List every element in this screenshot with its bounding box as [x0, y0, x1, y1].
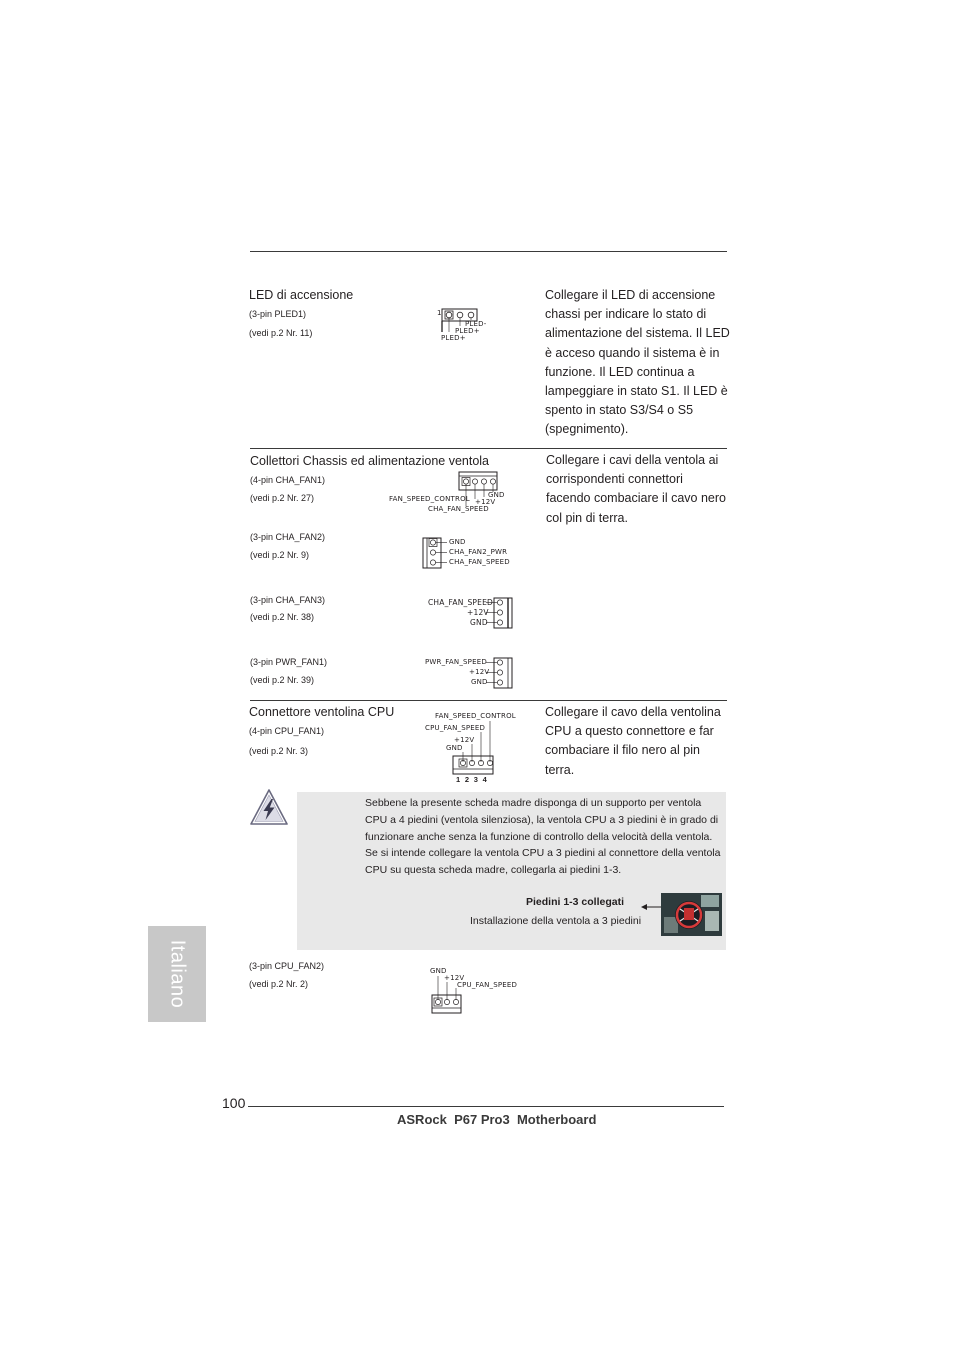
footer-product: ASRock P67 Pro3 Motherboard: [397, 1112, 597, 1127]
cpu-fan-description: Collegare il cavo della ventolina CPU a questo connettore e far combaciare il filo nero al pin terra.: [545, 705, 721, 777]
cpu-fan2-spec: (3-pin CPU_FAN2): [249, 961, 325, 971]
pwr-fan1-12v-label: +12V: [469, 668, 490, 676]
cpu-fan-speed-label: CPU_FAN_SPEED: [425, 724, 486, 732]
cpu-fan2-speed-label: CPU_FAN_SPEED: [457, 981, 518, 989]
pled-plus-label-a: PLED+: [455, 327, 480, 335]
cpu-fan-title: Connettore ventolina CPU: [249, 705, 395, 719]
pwr-fan1-gnd-label: GND: [471, 678, 488, 686]
cpu-fan2-12v-label: +12V: [444, 974, 465, 982]
cha-fan2-speed-label: CHA_FAN_SPEED: [449, 558, 510, 566]
page-number: 100: [222, 1095, 246, 1111]
cha-fan1-speed-label: CHA_FAN_SPEED: [428, 505, 489, 513]
power-led-spec: (3-pin PLED1): [249, 309, 307, 319]
cha-fan2-gnd-label: GND: [449, 538, 466, 546]
cpu-fan-connector-diagram: [449, 718, 495, 776]
chassis-fan-description: Collegare i cavi della ventola ai corrispondenti connettori facendo combaciare il cavo nero col pin di terra.: [546, 453, 726, 525]
cha-fan1-spec: (4-pin CHA_FAN1): [250, 475, 326, 485]
fan-install-photo: [661, 893, 722, 936]
cha-fan1-gnd-label: GND: [488, 491, 505, 499]
footer-rule: [248, 1106, 724, 1107]
cha-fan1-12v-label: +12V: [475, 498, 496, 506]
cpu-fan-control-label: FAN_SPEED_CONTROL: [435, 712, 516, 720]
cha-fan3-spec: (3-pin CHA_FAN3): [250, 595, 326, 605]
pled-plus-label-b: PLED+: [441, 334, 466, 342]
power-led-title: LED di accensione: [249, 288, 354, 302]
language-side-tab: [148, 926, 206, 1022]
cha-fan2-spec: (3-pin CHA_FAN2): [250, 532, 326, 542]
cha-fan2-pwr-label: CHA_FAN2_PWR: [449, 548, 508, 556]
cha-fan3-speed-label: CHA_FAN_SPEED: [428, 598, 494, 607]
cha-fan1-ref: (vedi p.2 Nr. 27): [250, 493, 315, 503]
photo-label: Piedini 1-3 collegati: [526, 896, 625, 908]
power-led-description: Collegare il LED di accensione chassi per indicare lo stato di alimentazione del sistema. Il LED è acceso quando il sistema è in funzione. Il LED continua a lampeggiare in stato S1. Il LED è spento in stato S3/S4 o S5 (spegnimento).: [545, 288, 730, 437]
warning-note-text: Sebbene la presente scheda madre disponga di un supporto per ventola CPU a 4 piedini (ventola silenziosa), la ventola CPU a 3 piedini è in grado di funzionare anche senza la funzione di controllo della velocità della ventola. Se si intende collegare la ventola CPU a 3 piedini al connettore della ventola CPU su questa scheda madre, collegarla ai piedini 1-3.: [365, 797, 721, 877]
pwr-fan1-spec: (3-pin PWR_FAN1): [250, 657, 328, 667]
cha-fan3-ref: (vedi p.2 Nr. 38): [250, 612, 315, 622]
pwr-fan1-ref: (vedi p.2 Nr. 39): [250, 675, 315, 685]
cpu-fan-gnd-label: GND: [446, 744, 463, 752]
language-side-tab-label: Italiano: [166, 939, 189, 1009]
cpu-fan2-connector-diagram: [430, 974, 464, 1016]
power-led-ref: (vedi p.2 Nr. 11): [249, 328, 313, 338]
cha-fan3-12v-label: +12V: [467, 608, 489, 617]
cpu-fan-ref: (vedi p.2 Nr. 3): [249, 746, 309, 756]
cpu-fan-12v-label: +12V: [454, 736, 475, 744]
chassis-fan-title: Collettori Chassis ed alimentazione ventola: [250, 454, 490, 468]
section-divider-2: [250, 700, 727, 701]
cha-fan2-connector-diagram: [421, 536, 451, 570]
arrow-left-icon: [640, 899, 662, 909]
cpu-fan-spec: (4-pin CPU_FAN1): [249, 726, 325, 736]
pled-pin1-label: 1: [437, 309, 442, 317]
photo-caption: Installazione della ventola a 3 piedini: [470, 915, 642, 927]
pwr-fan1-speed-label: PWR_FAN_SPEED: [425, 658, 487, 666]
cpu-fan-pin-numbers: 1 2 3 4: [456, 775, 489, 784]
warning-icon: [247, 786, 291, 830]
top-rule: [250, 251, 727, 252]
section-divider-1: [250, 448, 727, 449]
cha-fan1-control-label: FAN_SPEED_CONTROL: [389, 495, 470, 503]
cpu-fan2-gnd-label: GND: [430, 967, 447, 975]
cpu-fan2-ref: (vedi p.2 Nr. 2): [249, 979, 309, 989]
cha-fan3-gnd-label: GND: [470, 618, 488, 627]
pled-minus-label: PLED-: [465, 320, 487, 328]
cha-fan2-ref: (vedi p.2 Nr. 9): [250, 550, 310, 560]
